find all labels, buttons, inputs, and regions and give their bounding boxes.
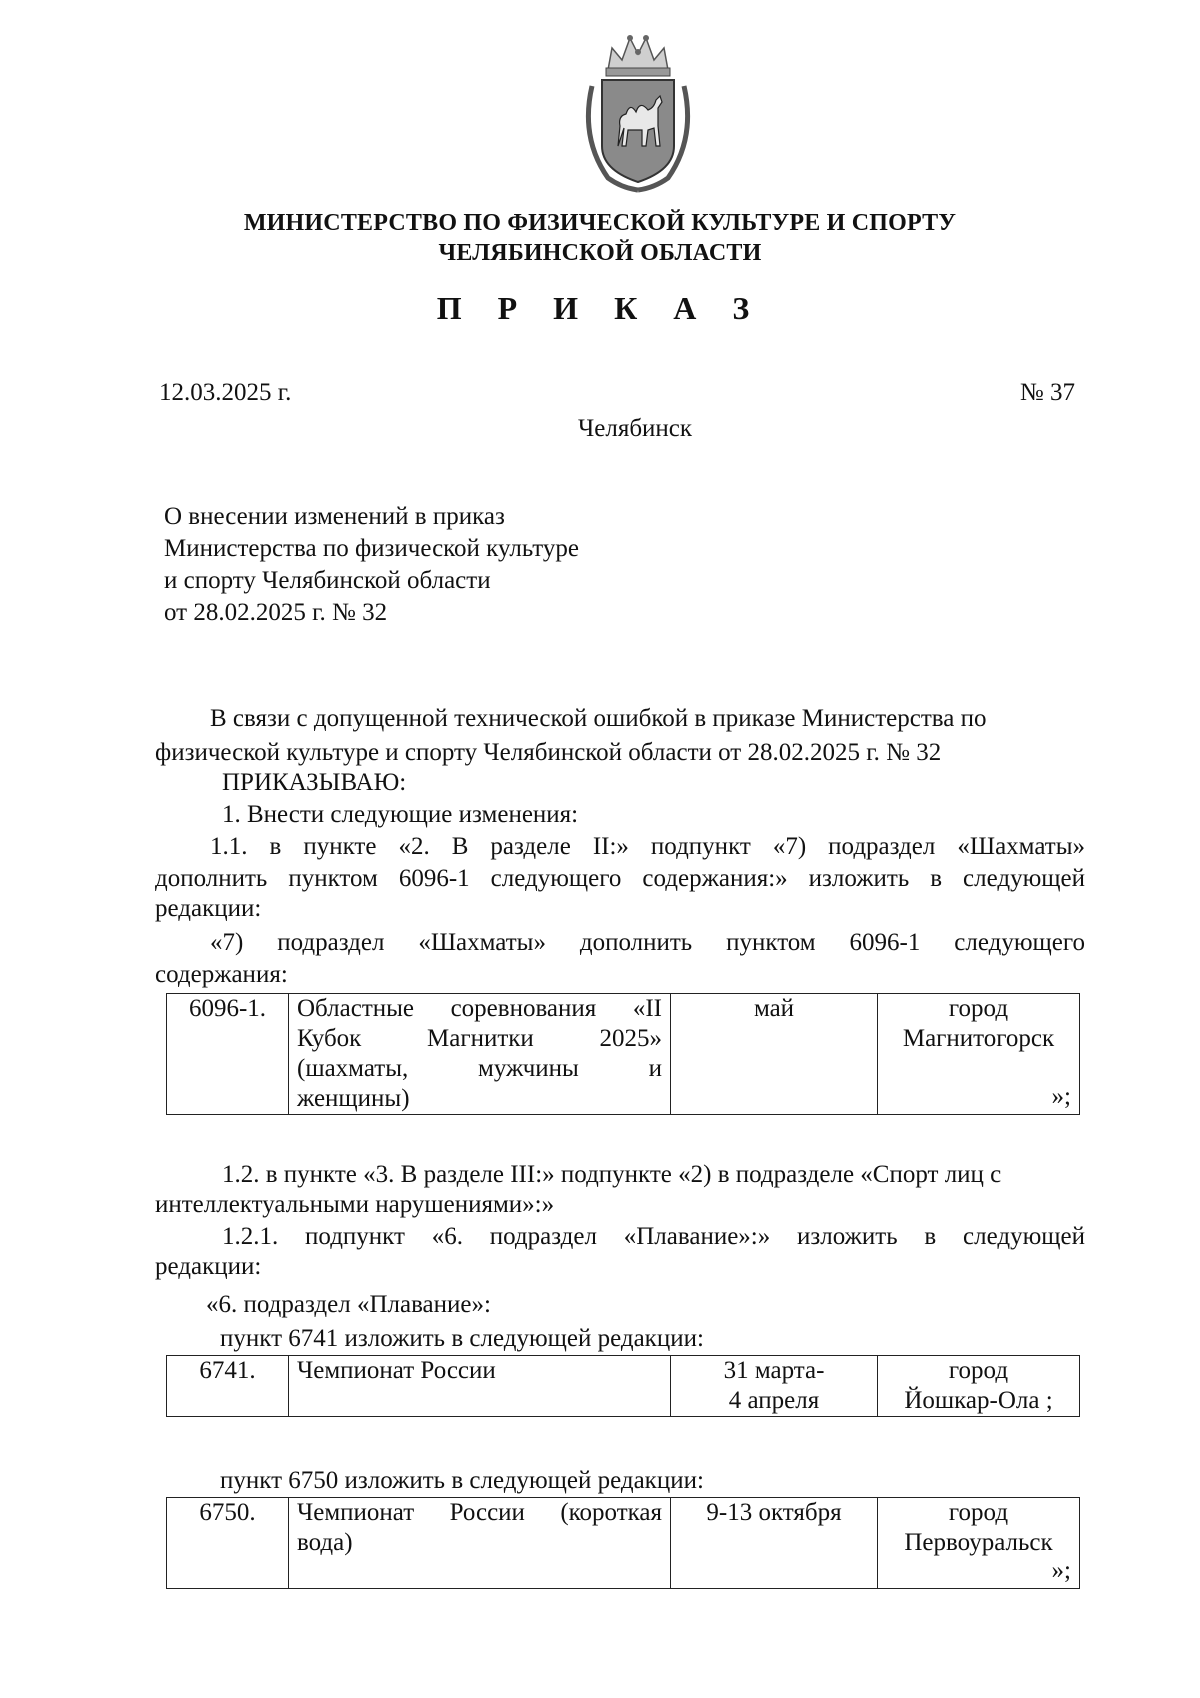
item-1-2-1-line: редакции: bbox=[155, 1253, 262, 1280]
event-name-line: вода) bbox=[297, 1529, 353, 1556]
event-place bbox=[878, 1356, 1080, 1417]
event-place bbox=[878, 1498, 1080, 1589]
item-1: 1. Внести следующие изменения: bbox=[222, 801, 579, 828]
intro-line: В связи с допущенной технической ошибкой в приказе Министерства по bbox=[210, 705, 987, 732]
quote-closer: »; bbox=[1051, 1557, 1071, 1584]
quote-closer: »; bbox=[1051, 1083, 1071, 1110]
coat-of-arms-emblem bbox=[578, 28, 698, 196]
item-1-2-line: интеллектуальными нарушениями»:» bbox=[155, 1191, 555, 1218]
place-line: Йошкар-Ола ; bbox=[904, 1387, 1053, 1414]
item-1-1-line: 1.1. в пункте «2. В разделе II:» подпункт «7) подраздел «Шахматы» bbox=[210, 833, 1085, 860]
table-row bbox=[167, 1498, 1080, 1589]
order-date: 12.03.2025 г. bbox=[159, 379, 292, 406]
row-number: 6741. bbox=[167, 1356, 289, 1417]
place-line: город bbox=[948, 995, 1009, 1022]
event-name-line: женщины) bbox=[297, 1085, 410, 1112]
event-date: 9-13 октября bbox=[671, 1498, 878, 1589]
date-line: 31 марта- bbox=[723, 1357, 825, 1384]
item-1-1-line: дополнить пунктом 6096-1 следующего содержания:» изложить в следующей bbox=[155, 865, 1085, 892]
date-line: 4 апреля bbox=[728, 1387, 820, 1414]
event-place bbox=[878, 994, 1080, 1115]
item-1-1-line: редакции: bbox=[155, 895, 262, 922]
event-name-line: (шахматы, мужчины и bbox=[297, 1055, 662, 1082]
ministry-name-line1: МИНИСТЕРСТВО ПО ФИЗИЧЕСКОЙ КУЛЬТУРЕ И СПОРТУ bbox=[243, 210, 957, 236]
item-1-2-1-line: 1.2.1. подпункт «6. подраздел «Плавание»:» изложить в следующей bbox=[222, 1223, 1085, 1250]
order-word: ПРИКАЗЫВАЮ: bbox=[222, 769, 407, 796]
crown-icon bbox=[606, 35, 670, 76]
subject-line: О внесении изменений в приказ bbox=[164, 503, 505, 530]
subject-line: и спорту Челябинской области bbox=[164, 567, 491, 594]
swim-table-6741 bbox=[166, 1355, 1080, 1417]
table-row bbox=[167, 994, 1080, 1115]
event-date bbox=[671, 1356, 878, 1417]
order-number: № 37 bbox=[1019, 379, 1075, 406]
row-number: 6096-1. bbox=[167, 994, 289, 1115]
p6741-intro: пункт 6741 изложить в следующей редакции: bbox=[220, 1325, 704, 1352]
subject-line: от 28.02.2025 г. № 32 bbox=[164, 599, 388, 626]
table-row bbox=[167, 1356, 1080, 1417]
document-title: П Р И К А З bbox=[436, 290, 764, 326]
swim-table-6750 bbox=[166, 1497, 1080, 1589]
event-date: май bbox=[671, 994, 878, 1115]
item-1-2-line: 1.2. в пункте «3. В разделе III:» подпункте «2) в подразделе «Спорт лиц с bbox=[222, 1161, 1002, 1188]
ministry-name-line2: ЧЕЛЯБИНСКОЙ ОБЛАСТИ bbox=[438, 240, 762, 266]
event-name-line: Чемпионат России (короткая bbox=[297, 1499, 662, 1526]
order-subject bbox=[164, 502, 579, 630]
subject-line: Министерства по физической культуре bbox=[164, 535, 579, 562]
place-line: Первоуральск bbox=[904, 1529, 1053, 1556]
p6750-intro: пункт 6750 изложить в следующей редакции: bbox=[220, 1467, 704, 1494]
quote-1-line: «7) подраздел «Шахматы» дополнить пунктом 6096-1 следующего bbox=[210, 929, 1085, 956]
place-line: город bbox=[948, 1357, 1009, 1384]
chess-table bbox=[166, 993, 1080, 1115]
event-name-line: Кубок Магнитки 2025» bbox=[297, 1025, 662, 1052]
intro-line: физической культуре и спорту Челябинской области от 28.02.2025 г. № 32 bbox=[155, 739, 942, 766]
place-line: Магнитогорск bbox=[902, 1025, 1055, 1052]
order-city: Челябинск bbox=[578, 415, 693, 442]
quote-2: «6. подраздел «Плавание»: bbox=[206, 1291, 491, 1318]
event-name bbox=[289, 1498, 671, 1589]
event-name-line: Областные соревнования «II bbox=[297, 995, 662, 1022]
row-number: 6750. bbox=[167, 1498, 289, 1589]
quote-1-line: содержания: bbox=[155, 961, 288, 988]
event-name: Чемпионат России bbox=[289, 1356, 671, 1417]
event-name bbox=[289, 994, 671, 1115]
shield-icon bbox=[602, 80, 674, 182]
place-line: город bbox=[948, 1499, 1009, 1526]
